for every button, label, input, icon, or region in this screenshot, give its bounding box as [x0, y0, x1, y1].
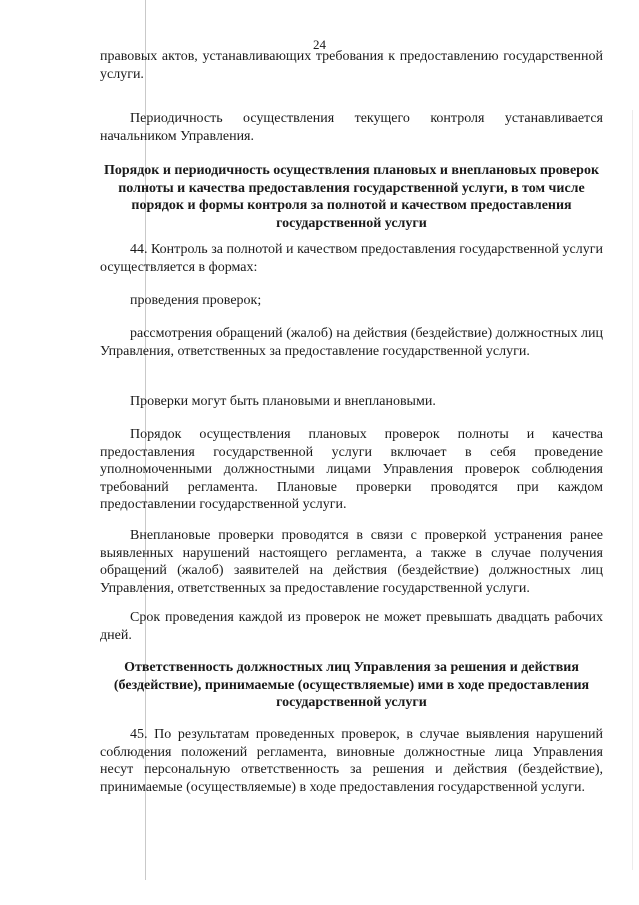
paragraph-45: 45. По результатам проведенных проверок, в случае выявления нарушений соблюдения положений регламента, виновные должностные лица Управления несут персональную ответственность за решения и действия (бездействие), принимаемые (осуществляемые) в ходе предоставления государственной услуги. — [100, 727, 603, 795]
paragraph-inspection-term: Срок проведения каждой из проверок не может превышать двадцать рабочих дней. — [100, 610, 603, 643]
section-heading-inspections: Порядок и периодичность осуществления плановых и внеплановых проверок полноты и качества предоставления государственной услуги, в том числе порядок и формы контроля за полнотой и качеством предоставления государственной услуги — [103, 163, 600, 231]
paragraph-complaints-form: рассмотрения обращений (жалоб) на действия (бездействие) должностных лиц Управления, ответственных за предоставление государственной услуги. — [100, 326, 603, 359]
paragraph-legal-acts: правовых актов, устанавливающих требования к предоставлению государственной услуги. — [100, 49, 603, 82]
paragraph-planned-inspections: Порядок осуществления плановых проверок полноты и качества предоставления государственной услуги включает в себя проведение уполномоченными должностными лицами Управления проверок соблюдения требований регламента. Плановые проверки проводятся при каждом предоставлении государственной услуги. — [100, 427, 603, 512]
paragraph-44: 44. Контроль за полнотой и качеством предоставления государственной услуги осуществляется в формах: — [100, 242, 603, 275]
scan-edge-line — [632, 110, 633, 870]
paragraph-inspection-types: Проверки могут быть плановыми и внеплановыми. — [130, 394, 436, 409]
paragraph-periodicity: Периодичность осуществления текущего контроля устанавливается начальником Управления. — [100, 111, 603, 144]
section-heading-responsibility: Ответственность должностных лиц Управления за решения и действия (бездействие), принимаемые (осуществляемые) ими в ходе предоставления государственной услуги — [113, 660, 590, 710]
paragraph-unplanned-inspections: Внеплановые проверки проводятся в связи с проверкой устранения ранее выявленных нарушений настоящего регламента, а также в случае получения обращений (жалоб) заявителей на действия (бездействие) должностных лиц Управления, ответственных за предоставление государственной услуги. — [100, 528, 603, 596]
page-number: 24 — [313, 37, 326, 52]
paragraph-inspections-form: проведения проверок; — [130, 293, 262, 308]
